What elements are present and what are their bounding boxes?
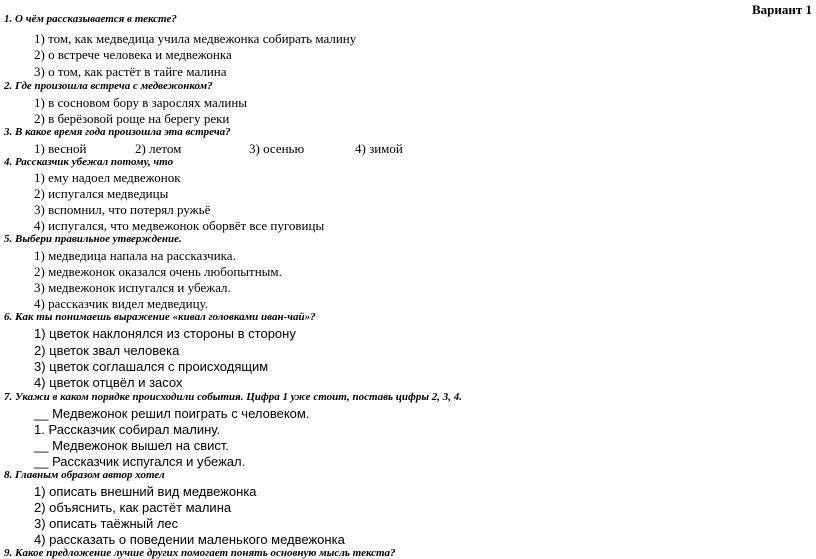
question-3-option-2: 2) летом <box>135 141 182 156</box>
question-8-option-1: 1) описать внешний вид медвежонка <box>34 484 257 499</box>
question-4-option-3: 3) вспомнил, что потерял ружьё <box>34 202 211 217</box>
question-1-title: 1. О чём рассказывается в тексте? <box>4 13 177 25</box>
question-7-item-2: 1. Рассказчик собирал малину. <box>34 422 221 437</box>
question-7-title: 7. Укажи в каком порядке происходили события. Цифра 1 уже стоит, поставь цифры 2, 3, 4. <box>4 391 463 403</box>
question-2-option-1: 1) в сосновом бору в зарослях малины <box>34 95 248 110</box>
question-5-option-3: 3) медвежонок испугался и убежал. <box>34 280 231 295</box>
question-4-option-2: 2) испугался медведицы <box>34 186 169 201</box>
question-1-option-1: 1) том, как медведица учила медвежонка собирать малину <box>34 31 357 46</box>
question-6-option-1: 1) цветок наклонялся из стороны в сторону <box>34 326 296 341</box>
question-5-option-1: 1) медведица напала на рассказчика. <box>34 248 236 263</box>
question-6-option-2: 2) цветок звал человека <box>34 343 180 358</box>
question-6-option-4: 4) цветок отцвёл и засох <box>34 375 183 390</box>
question-8-option-4: 4) рассказать о поведении маленького медвежонка <box>34 532 345 547</box>
question-3-options-row <box>34 141 434 157</box>
question-8-option-3: 3) описать таёжный лес <box>34 516 179 531</box>
question-4-option-4: 4) испугался, что медвежонок оборвёт все пуговицы <box>34 218 325 233</box>
question-4-title: 4. Рассказчик убежал потому, что <box>4 156 174 168</box>
question-3-title: 3. В какое время года произошла эта встреча? <box>4 126 231 138</box>
variant-label: Вариант 1 <box>751 2 812 17</box>
question-1-option-2: 2) о встрече человека и медвежонка <box>34 47 232 62</box>
question-5-option-2: 2) медвежонок оказался очень любопытным. <box>34 264 282 279</box>
question-6-title: 6. Как ты понимаешь выражение «кивал головками иван-чай»? <box>4 311 316 323</box>
question-5-title: 5. Выбери правильное утверждение. <box>4 233 182 245</box>
question-3-option-4: 4) зимой <box>355 141 403 156</box>
question-6-option-3: 3) цветок соглашался с происходящим <box>34 359 269 374</box>
question-7-item-4: __ Рассказчик испугался и убежал. <box>34 454 246 469</box>
question-7-item-3: __ Медвежонок вышел на свист. <box>34 438 230 453</box>
question-4-option-1: 1) ему надоел медвежонок <box>34 170 181 185</box>
question-1-option-3: 3) о том, как растёт в тайге малина <box>34 64 227 79</box>
question-3-option-3: 3) осенью <box>249 141 305 156</box>
question-7-item-1: __ Медвежонок решил поиграть с человеком. <box>34 406 310 421</box>
question-8-option-2: 2) объяснить, как растёт малина <box>34 500 232 515</box>
question-2-title: 2. Где произошла встреча с медвежонком? <box>4 80 213 92</box>
question-5-option-4: 4) рассказчик видел медведицу. <box>34 296 209 311</box>
question-9-title: 9. Какое предложение лучше других помогает понять основную мысль текста? <box>4 547 396 559</box>
question-8-title: 8. Главным образом автор хотел <box>4 469 165 481</box>
question-3-option-1: 1) весной <box>34 141 87 156</box>
question-2-option-2: 2) в берёзовой роще на берегу реки <box>34 111 230 126</box>
